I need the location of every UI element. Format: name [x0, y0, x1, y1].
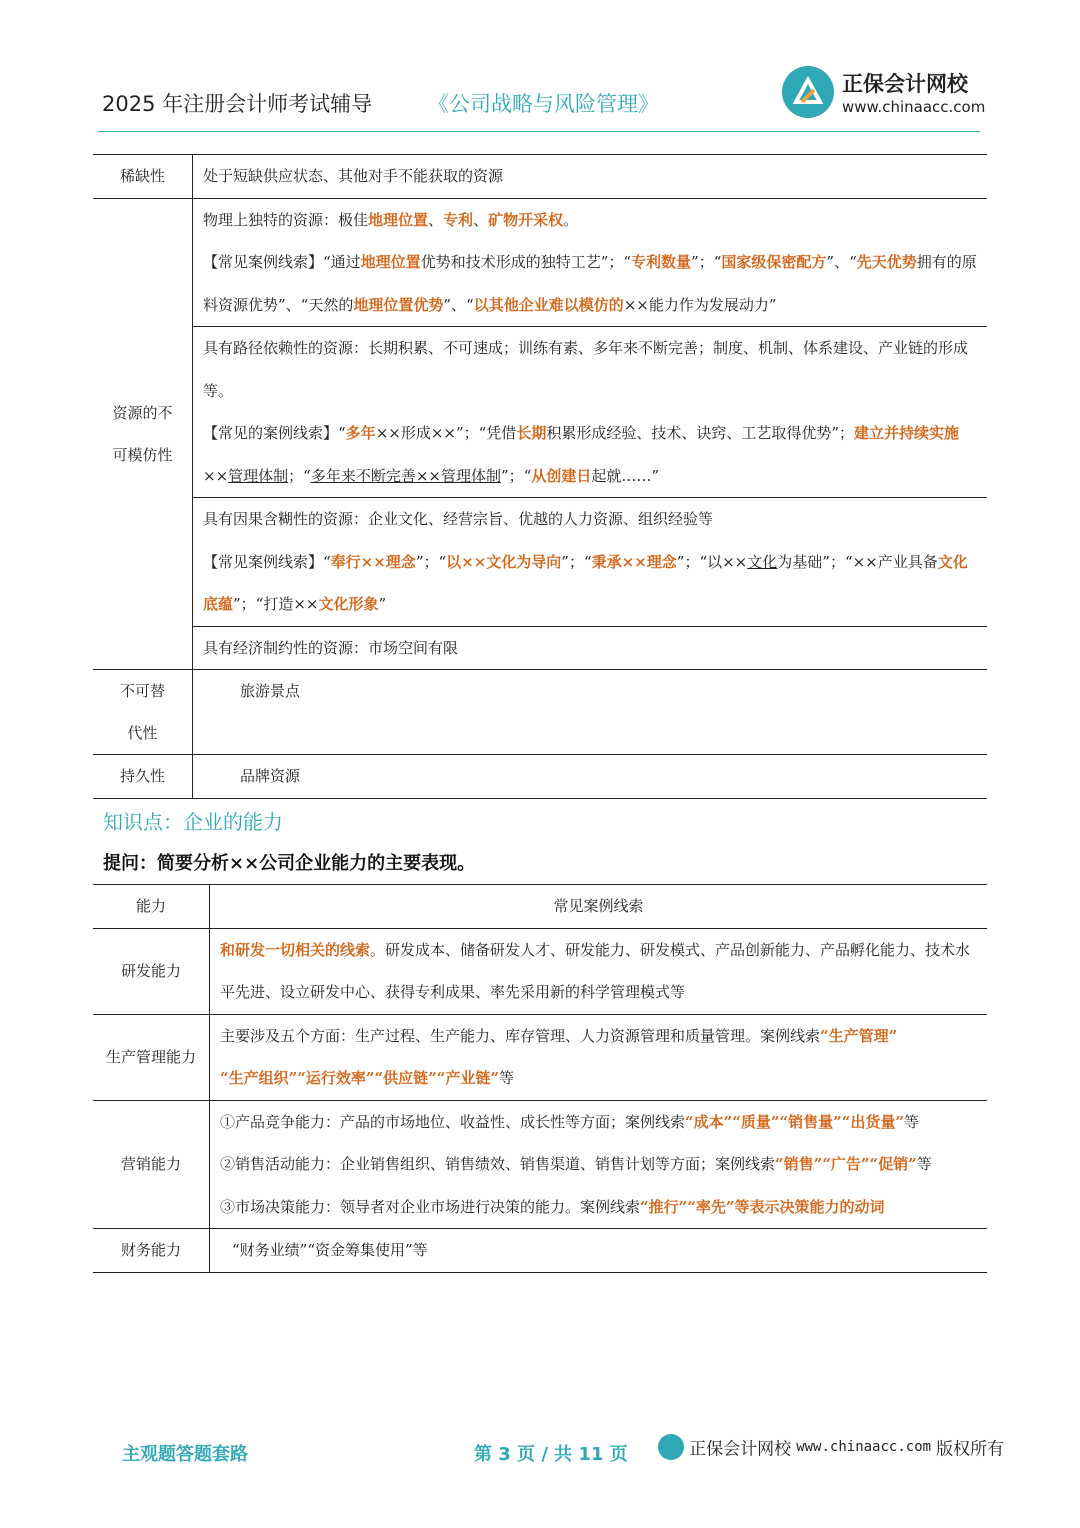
header-course-title: 《公司战略与风险管理》 [428, 92, 659, 116]
table-row [93, 1229, 987, 1273]
table-header-row [93, 885, 987, 929]
section-title: 知识点：企业的能力 [103, 810, 283, 834]
footer-brand-name: 正保会计网校 [689, 1439, 792, 1460]
school-logo [782, 66, 986, 122]
durable-text: 品牌资源 [240, 767, 301, 785]
scarcity-text: 处于短缺供应状态、其他对手不能获取的资源 [193, 155, 988, 199]
marketing-label: 营销能力 [93, 1100, 210, 1229]
footer-page-number: 第 3 页 / 共 11 页 [474, 1444, 628, 1465]
footer-logo-icon [658, 1434, 684, 1460]
table-row [93, 198, 987, 327]
path-resource-cell: 具有路径依赖性的资源：长期积累、不可速成；训练有素、多年来不断完善；制度、机制、体系建设、产业链的形成等。 【常见的案例线索】“多年××形成××”；“凭借长期积累形成经验、技术、诀窍、工艺取得优势”；建立并持续实施××管理体制；“多年来不断完善××管理体制”；“从创建日起就……” [193, 327, 988, 498]
logo-url: www.chinaacc.com [842, 98, 986, 116]
finance-text: “财务业绩”“资金筹集使用”等 [232, 1241, 428, 1259]
footer-url: www.chinaacc.com [796, 1439, 932, 1455]
footer-brand [658, 1434, 1004, 1464]
header-divider [98, 131, 980, 132]
question-text: 提问：简要分析××公司企业能力的主要表现。 [103, 853, 476, 874]
inimitable-label: 资源的不 可模仿性 [93, 198, 193, 670]
finance-label: 财务能力 [93, 1229, 210, 1273]
table-row [93, 626, 987, 670]
table-row [93, 928, 987, 1014]
scarcity-label: 稀缺性 [93, 155, 193, 199]
footer-series-title: 主观题答题套路 [122, 1444, 248, 1465]
table-row [93, 498, 987, 627]
table-row [93, 755, 987, 799]
logo-name: 正保会计网校 [842, 72, 968, 96]
rd-label: 研发能力 [93, 928, 210, 1014]
table-row [93, 1100, 987, 1229]
footer-rights: 版权所有 [936, 1439, 1005, 1460]
capability-table [93, 884, 987, 1273]
marketing-text: ①产品竞争能力：产品的市场地位、收益性、成长性等方面；案例线索“成本”“质量”“销售量”“出货量”等 ②销售活动能力：企业销售组织、销售绩效、销售渠道、销售计划等方面；案例线索“销售”“广告”“促销”等 ③市场决策能力：领导者对企业市场进行决策的能力。案例线索“推行”“率先”等表示决策能力的动词 [210, 1100, 988, 1229]
durable-label: 持久性 [93, 755, 193, 799]
header-exam-title: 2025 年注册会计师考试辅导 [102, 92, 373, 116]
logo-icon [782, 66, 834, 118]
causal-resource-cell: 具有因果含糊性的资源：企业文化、经营宗旨、优越的人力资源、组织经验等 【常见案例线索】“奉行××理念”；“以××文化为导向”；“秉承××理念”；“以××文化为基础”；“××产业具备文化底蕴”；“打造××文化形象” [193, 498, 988, 627]
nonsubstitutable-label: 不可替 代性 [93, 670, 193, 755]
production-text: 主要涉及五个方面：生产过程、生产能力、库存管理、人力资源管理和质量管理。案例线索“生产管理” “生产组织”“运行效率”“供应链”“产业链”等 [210, 1014, 988, 1100]
physical-resource-cell: 物理上独特的资源：极佳地理位置、专利、矿物开采权。 【常见案例线索】“通过地理位置优势和技术形成的独特工艺”；“专利数量”；“国家级保密配方”、“先天优势拥有的原料资源优势”、“天然的地理位置优势”、“以其他企业难以模仿的××能力作为发展动力” [193, 198, 988, 327]
nonsubstitutable-text: 旅游景点 [193, 670, 988, 755]
table-row [93, 1014, 987, 1100]
table-row [93, 155, 987, 199]
column-header-clues: 常见案例线索 [210, 885, 988, 929]
rd-text: 和研发一切相关的线索。研发成本、储备研发人才、研发能力、研发模式、产品创新能力、产品孵化能力、技术水平先进、设立研发中心、获得专利成果、率先采用新的科学管理模式等 [210, 928, 988, 1014]
economic-resource-cell: 具有经济制约性的资源：市场空间有限 [193, 626, 988, 670]
production-label: 生产管理能力 [93, 1014, 210, 1100]
resource-table [93, 154, 987, 799]
table-row [93, 670, 987, 755]
column-header-capability: 能力 [93, 885, 210, 929]
table-row [93, 327, 987, 498]
